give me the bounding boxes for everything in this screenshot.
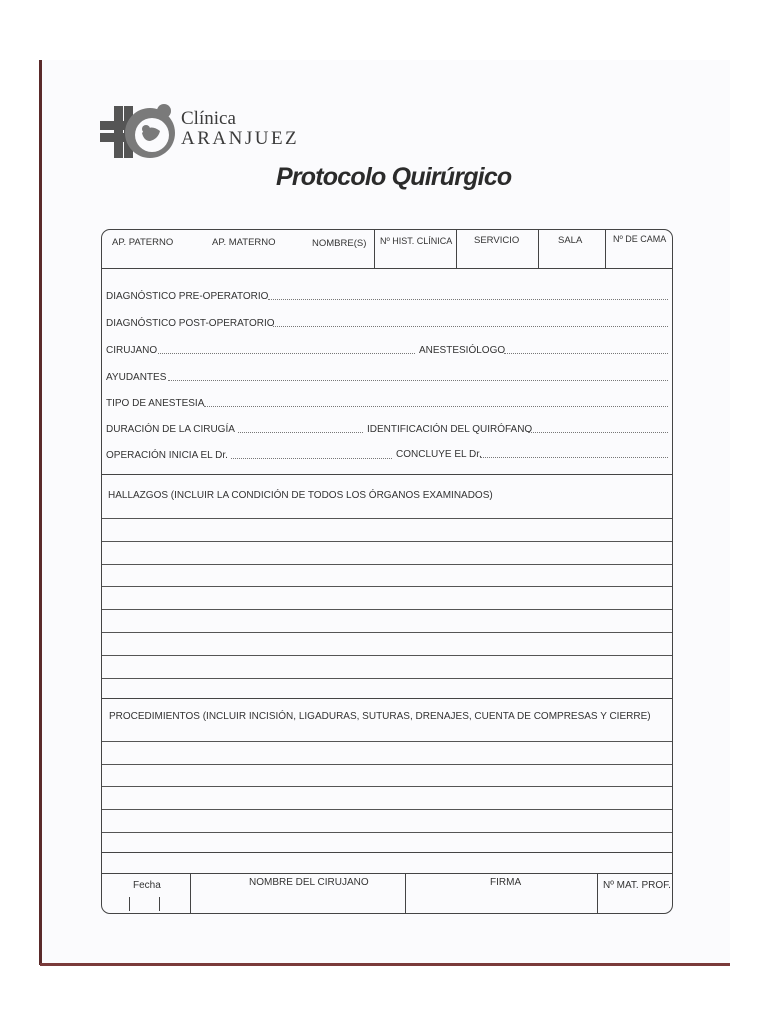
identificacion-quirofano-field[interactable] [528,432,668,433]
writing-line[interactable] [102,564,672,565]
label-operacion-inicia: OPERACIÓN INICIA EL Dr. [106,450,228,461]
writing-line[interactable] [102,786,672,787]
footer-firma: FIRMA [490,877,522,888]
page-title: Protocolo Quirúrgico [276,163,512,191]
fecha-tick [159,897,160,911]
label-identificacion-quirofano: IDENTIFICACIÓN DEL QUIRÓFANO [367,424,533,435]
surgical-protocol-form [101,229,673,914]
section-rule [102,698,672,699]
header-cama: Nº DE CAMA [613,234,667,244]
header-ap-paterno: AP. PATERNO [112,237,174,248]
sheet-bottom-edge [40,963,730,966]
brand-line-2: ARANJUEZ [181,128,300,149]
header-divider [605,230,606,268]
brand-line-1: Clínica [181,108,236,129]
section-hallazgos-title: HALLAZGOS (INCLUIR LA CONDICIÓN DE TODOS LOS ÓRGANOS EXAMINADOS) [108,490,493,501]
writing-line[interactable] [102,632,672,633]
section-procedimientos-title: PROCEDIMIENTOS (INCLUIR INCISIÓN, LIGADURAS, SUTURAS, DRENAJES, CUENTA DE COMPRESAS Y CIERRE) [109,711,651,722]
writing-line[interactable] [102,809,672,810]
label-cirujano: CIRUJANO [106,345,158,356]
ayudantes-field[interactable] [168,380,668,381]
clinic-logo-icon [100,103,175,161]
label-anestesiologo: ANESTESIÓLOGO [419,345,506,356]
fecha-tick [129,897,130,911]
writing-line[interactable] [102,764,672,765]
header-divider [456,230,457,268]
header-divider [374,230,375,268]
label-diagnostico-pre: DIAGNÓSTICO PRE-OPERATORIO [106,291,269,302]
label-duracion: DURACIÓN DE LA CIRUGÍA [106,424,235,435]
header-sala: SALA [558,235,583,246]
section-rule [102,852,672,853]
header-bottom-rule [102,268,672,269]
cirujano-field[interactable] [158,353,415,354]
diagnostico-post-field[interactable] [273,326,668,327]
header-ap-materno: AP. MATERNO [212,237,276,248]
header-hist-clinica: Nº HIST. CLÍNICA [380,236,453,246]
label-tipo-anestesia: TIPO DE ANESTESIA [106,398,205,409]
writing-line[interactable] [102,586,672,587]
diagnostico-pre-field[interactable] [268,299,668,300]
sheet-left-edge [39,60,42,965]
footer-top-rule [102,873,672,874]
writing-line[interactable] [102,832,672,833]
tipo-anestesia-field[interactable] [204,406,668,407]
header-nombres: NOMBRE(S) [312,238,367,249]
duracion-field[interactable] [238,432,363,433]
label-diagnostico-post: DIAGNÓSTICO POST-OPERATORIO [106,318,275,329]
writing-line[interactable] [102,541,672,542]
footer-fecha: Fecha [133,880,161,891]
anestesiologo-field[interactable] [504,353,668,354]
label-concluye: CONCLUYE EL Dr. [396,449,482,460]
footer-divider [405,873,406,913]
concluye-field[interactable] [480,457,668,458]
writing-line[interactable] [102,518,672,519]
writing-line[interactable] [102,741,672,742]
writing-line[interactable] [102,655,672,656]
operacion-inicia-field[interactable] [231,458,392,459]
writing-line[interactable] [102,678,672,679]
footer-divider [597,873,598,913]
writing-line[interactable] [102,609,672,610]
header-divider [538,230,539,268]
label-ayudantes: AYUDANTES [106,372,167,383]
header-servicio: SERVICIO [474,235,520,246]
footer-mat-prof: Nº MAT. PROF. [603,880,671,891]
section-rule [102,474,672,475]
footer-divider [190,873,191,913]
footer-nombre-cirujano: NOMBRE DEL CIRUJANO [249,877,369,888]
